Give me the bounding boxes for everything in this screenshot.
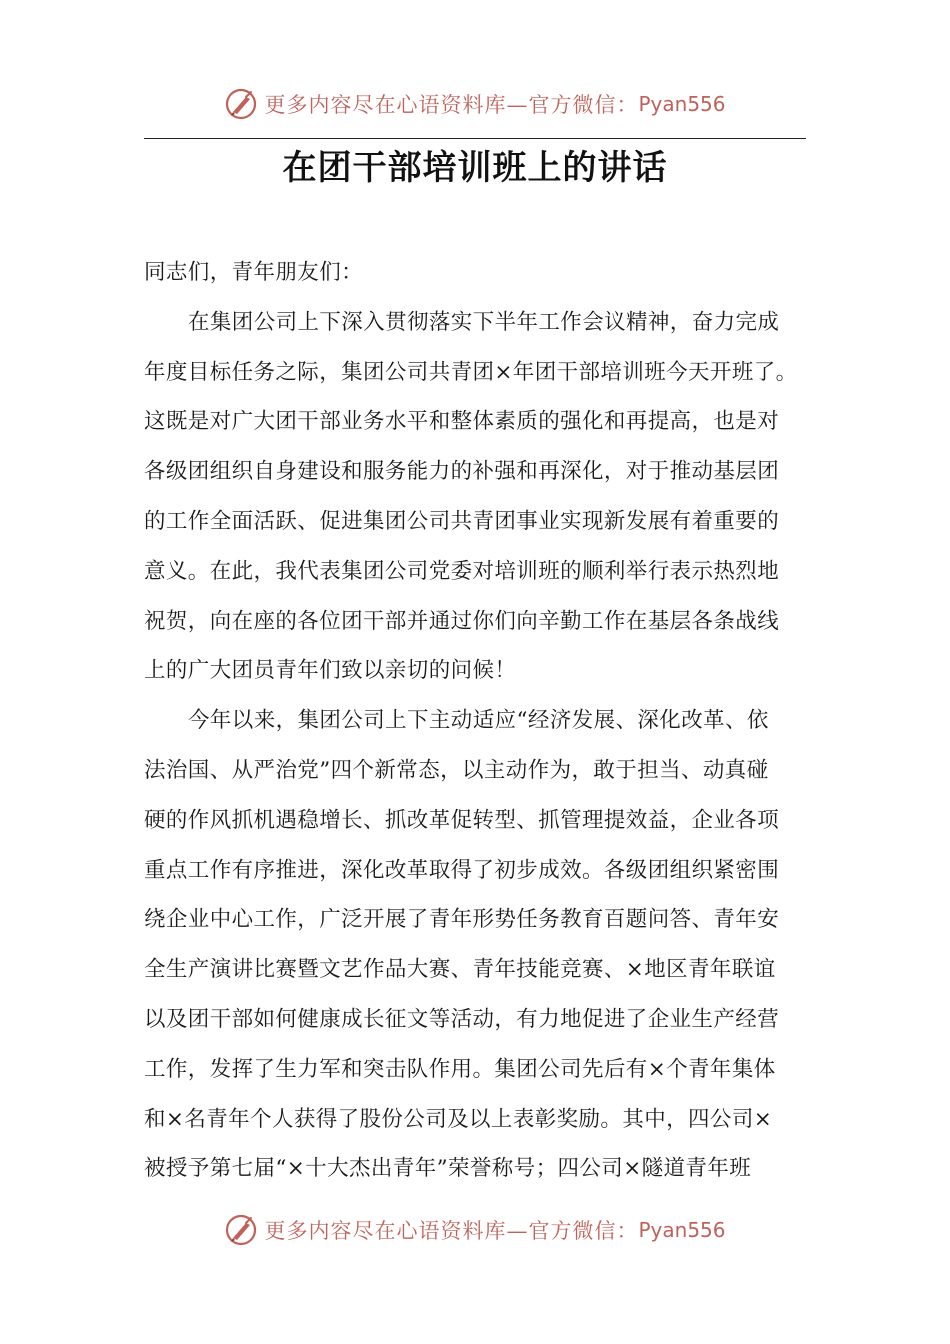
body-line: 和×名青年个人获得了股份公司及以上表彰奖励。其中，四公司× — [144, 1106, 773, 1132]
body-line: 上的广大团员青年们致以亲切的问候！ — [144, 658, 517, 684]
body-line: 硬的作风抓机遇稳增长、抓改革促转型、抓管理提效益，企业各项 — [144, 807, 780, 833]
body-line: 全生产演讲比赛暨文艺作品大赛、青年技能竞赛、×地区青年联谊 — [144, 957, 776, 983]
body-line: 法治国、从严治党”四个新常态，以主动作为，敢于担当、动真碰 — [144, 757, 769, 783]
body-line: 被授予第七届“×十大杰出青年”荣誉称号；四公司×隧道青年班 — [144, 1156, 752, 1182]
body-line: 以及团干部如何健康成长征文等活动，有力地促进了企业生产经营 — [144, 1006, 780, 1032]
footer-watermark — [0, 1208, 950, 1252]
body-line: 今年以来，集团公司上下主动适应“经济发展、深化改革、依 — [188, 708, 769, 734]
body-line: 年度目标任务之际，集团公司共青团×年团干部培训班今天开班了。 — [144, 359, 798, 385]
document-body — [144, 248, 810, 1194]
watermark-text: 更多内容尽在心语资料库—官方微信： — [264, 1219, 639, 1243]
header-watermark — [0, 82, 950, 126]
body-line: 绕企业中心工作，广泛开展了青年形势任务教育百题问答、青年安 — [144, 907, 780, 933]
watermark-wechat-id: Pyan556 — [638, 92, 726, 116]
header-divider — [144, 138, 806, 139]
watermark-wechat-id: Pyan556 — [638, 1218, 726, 1242]
quill-pen-logo-icon — [224, 1213, 258, 1247]
body-line: 意义。在此，我代表集团公司党委对培训班的顺利举行表示热烈地 — [144, 558, 780, 584]
body-line: 重点工作有序推进，深化改革取得了初步成效。各级团组织紧密围 — [144, 857, 780, 883]
quill-pen-logo-icon — [224, 87, 258, 121]
body-line: 祝贺，向在座的各位团干部并通过你们向辛勤工作在基层各条战线 — [144, 608, 780, 634]
body-line: 同志们，青年朋友们： — [144, 260, 364, 285]
body-line: 的工作全面活跃、促进集团公司共青团事业实现新发展有着重要的 — [144, 508, 780, 534]
body-line: 这既是对广大团干部业务水平和整体素质的强化和再提高，也是对 — [144, 409, 780, 435]
watermark-text: 更多内容尽在心语资料库—官方微信： — [264, 93, 639, 117]
body-line: 在集团公司上下深入贯彻落实下半年工作会议精神，奋力完成 — [188, 309, 780, 335]
document-title: 在团干部培训班上的讲话 — [282, 148, 668, 188]
body-line: 各级团组织自身建设和服务能力的补强和再深化，对于推动基层团 — [144, 459, 780, 485]
body-line: 工作，发挥了生力军和突击队作用。集团公司先后有×个青年集体 — [144, 1056, 776, 1082]
